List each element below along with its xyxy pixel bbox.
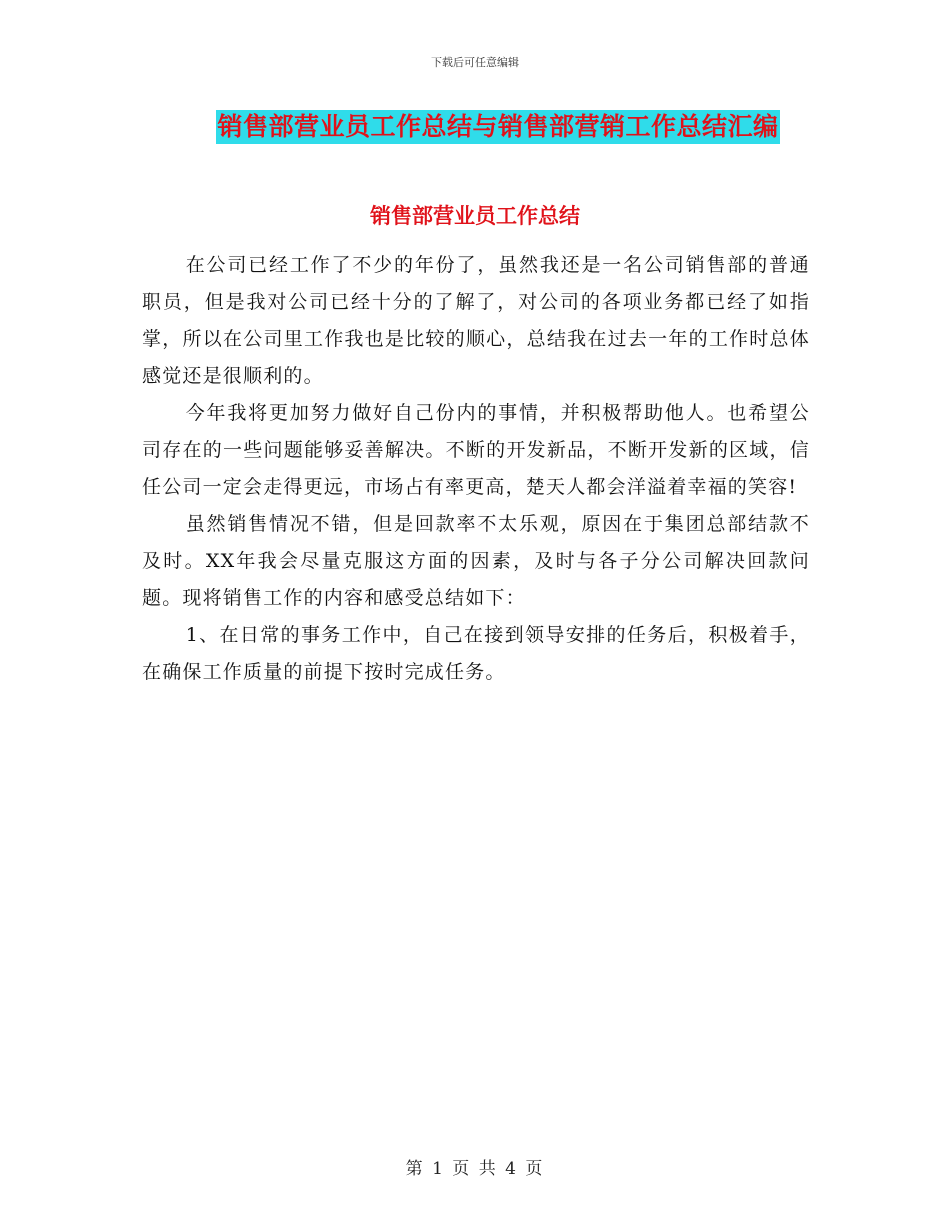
- document-title-container: [0, 110, 950, 144]
- paragraph: 在公司已经工作了不少的年份了，虽然我还是一名公司销售部的普通职员，但是我对公司已经十分的了解了，对公司的各项业务都已经了如指掌，所以在公司里工作我也是比较的顺心，总结我在过去一年的工作时总体感觉还是很顺利的。: [142, 254, 810, 387]
- paragraph: 虽然销售情况不错，但是回款率不太乐观，原因在于集团总部结款不及时。XX年我会尽量克服这方面的因素，及时与各子分公司解决回款问题。现将销售工作的内容和感受总结如下：: [142, 513, 810, 609]
- header-note: 下载后可任意编辑: [431, 56, 519, 69]
- page-number-footer: 第 1 页 共 4 页: [405, 1159, 545, 1179]
- section-title: 销售部营业员工作总结: [370, 204, 580, 228]
- paragraph: 1、在日常的事务工作中，自己在接到领导安排的任务后，积极着手，在确保工作质量的前提下按时完成任务。: [142, 624, 810, 683]
- paragraph: 今年我将更加努力做好自己份内的事情，并积极帮助他人。也希望公司存在的一些问题能够妥善解决。不断的开发新品，不断开发新的区域，信任公司一定会走得更远，市场占有率更高，楚天人都会洋溢着幸福的笑容!: [142, 402, 810, 498]
- document-title: 销售部营业员工作总结与销售部营销工作总结汇编: [216, 110, 779, 144]
- document-body: [142, 247, 810, 691]
